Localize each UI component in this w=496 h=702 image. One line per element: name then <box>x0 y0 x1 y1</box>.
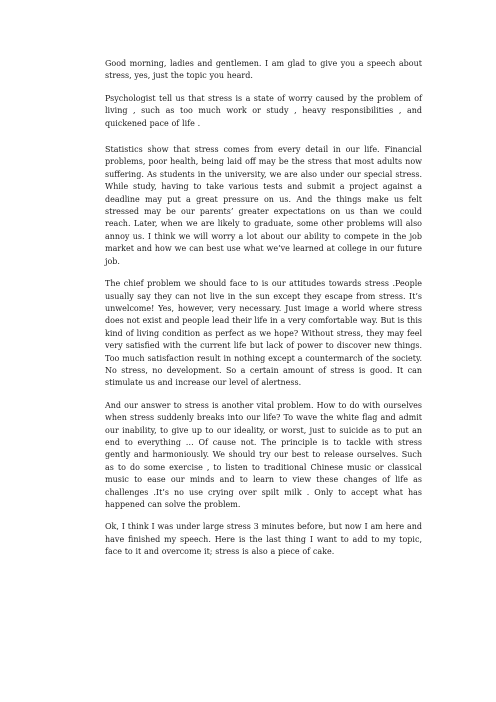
paragraph-attitudes: The chief problem we should face to is our attitudes towards stress .People usually say they can not live in the sun except they escape from stress. It’s unwelcome! Yes, however, very necessary. Just image a world where stress does not exist and people lead their life in a very comfortable way. But is this kind of living condition as perfect as we hope? Without stress, they may feel very satisfied with the current life but lack of power to discover new things. Too much satisfaction result in nothing except a countermarch of the society. No stress, no development. So a certain amount of stress is good. It can stimulate us and increase our level of alertness. <box>105 279 422 388</box>
paragraph-answer: And our answer to stress is another vital problem. How to do with ourselves when stress suddenly breaks into our life? To wave the white flag and admit our inability, to give up to our ideality, or worst, just to suicide as to put an end to everything … Of cause not. The principle is to tackle with stress gently and harmoniously. We should try our best to release ourselves. Such as to do some exercise , to listen to traditional Chinese music or classical music to ease our minds and to learn to view these changes of life as challenges .It’s no use crying over spilt milk . Only to accept what has happened can solve the problem. <box>105 400 422 509</box>
paragraph-statistics: Statistics show that stress comes from every detail in our life. Financial problems, poor health, being laid off may be the stress that most adults now suffering. As students in the university, we are also under our special stress. While study, having to take various tests and submit a project against a deadline may put a great pressure on us. And the things make us felt stressed may be our parents’ greater expectations on us than we could reach. Later, when we are likely to graduate, some other problems will also annoy us. I think we will worry a lot about our ability to compete in the job market and how we can best use what we’ve learned at college in our future job. <box>105 145 422 266</box>
paragraph-greeting: Good morning, ladies and gentlemen. I am glad to give you a speech about stress, yes, just the topic you heard. <box>105 59 422 81</box>
paragraph-definition: Psychologist tell us that stress is a state of worry caused by the problem of living , such as too much work or study , heavy responsibilities , and quickened pace of life . <box>105 93 422 128</box>
paragraph-closing: Ok, I think I was under large stress 3 minutes before, but now I am here and have finished my speech. Here is the last thing I want to add to my topic, face to it and overcome it; stress is also a piece of cake. <box>105 522 422 557</box>
